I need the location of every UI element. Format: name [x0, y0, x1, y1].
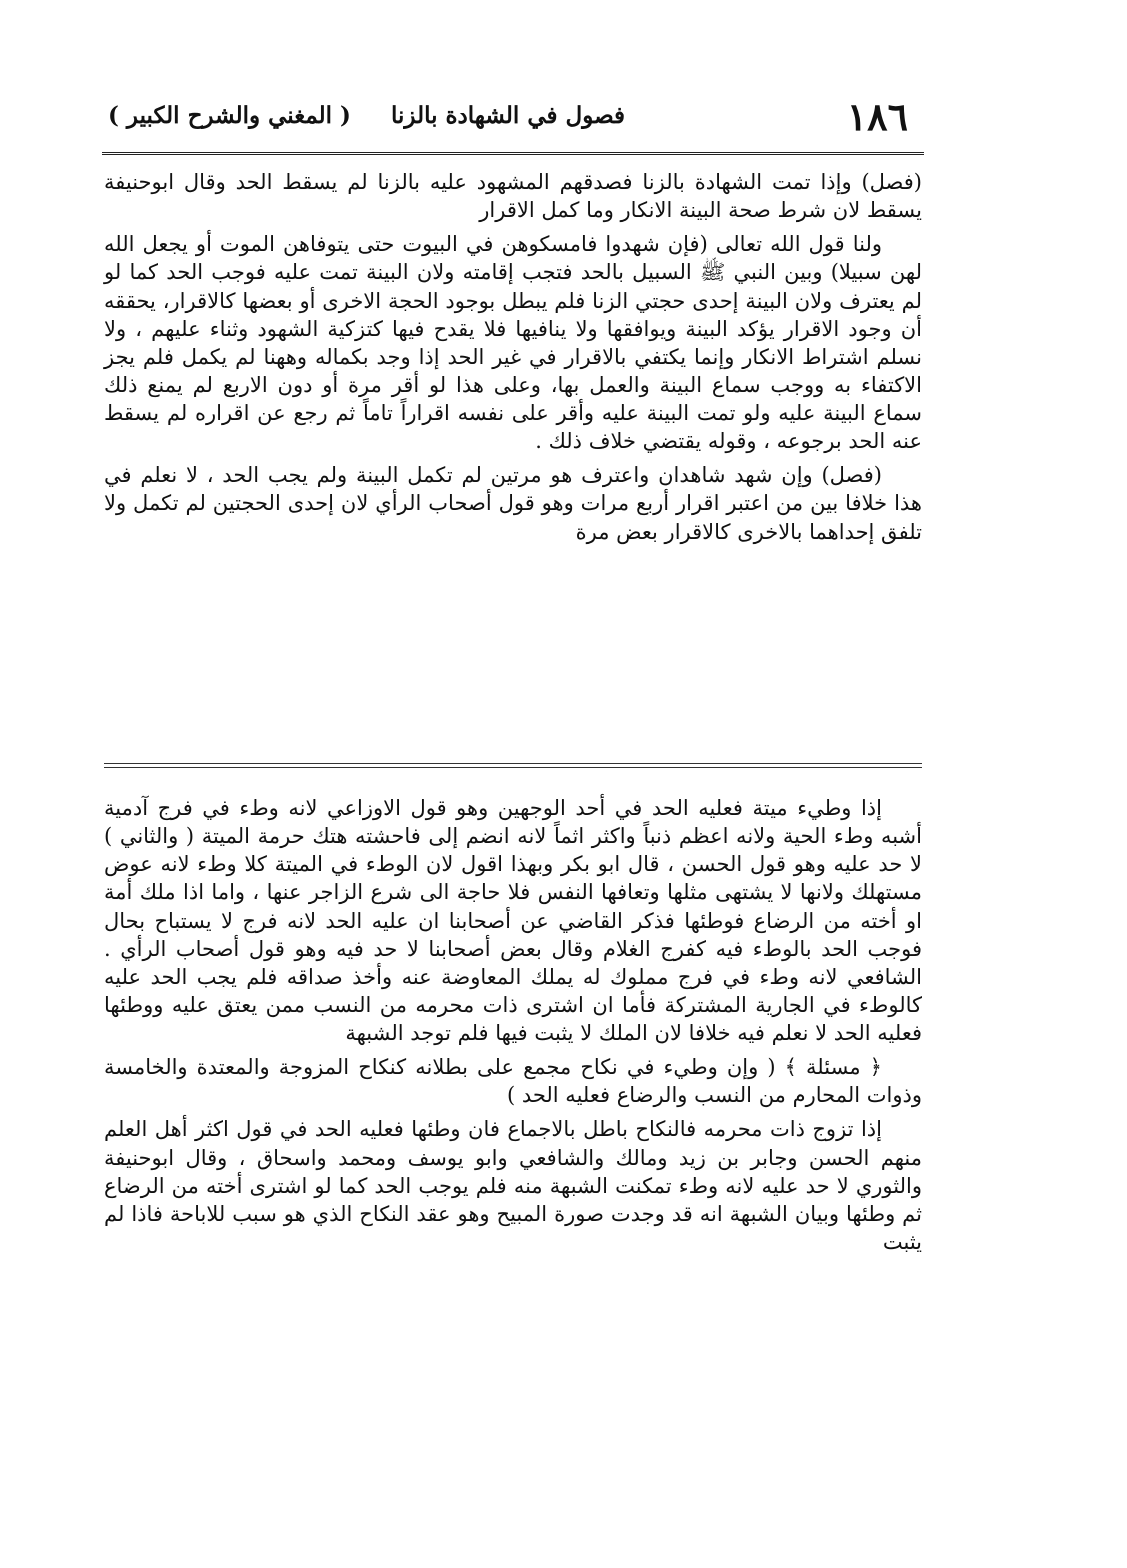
paragraph: إذا وطيء ميتة فعليه الحد في أحد الوجهين وهو قول الاوزاعي لانه وطء في فرج آدمية أشبه وطء الحية ولانه اعظم ذنباً واكثر اثماً لانه انضم إلى فاحشته هتك حرمة الميتة ( والثاني ) لا حد عليه وهو قول الحسن ، قال ابو بكر وبهذا اقول لان الوطء في الميتة كلا وطء لانه عوض مستهلك ولانها لا يشتهى مثلها وتعافها النفس فلا حاجة الى شرع الزاجر عنها ، واما اذا ملك أمة او أخته من الرضاع فوطئها فذكر القاضي عن أصحابنا ان عليه الحد لانه فرج لا يستباح بحال فوجب الحد بالوطء فيه كفرج الغلام وقال بعض أصحابنا لا حد فيه وهو قول أصحاب الرأي . الشافعي لانه وطء في فرج مملوك له يملك المعاوضة عنه وأخذ صداقه فلم يجب الحد عليه كالوطء في الجارية المشتركة فأما ان اشترى ذات محرمه من النسب ممن يعتق عليه ووطئها فعليه الحد لا نعلم فيه خلافا لان الملك لا يثبت فيها فلم توجد الشبهة — [104, 796, 922, 1045]
header-rule — [102, 152, 924, 155]
section-divider — [104, 767, 922, 768]
paragraph: (فصل) وإذا تمت الشهادة بالزنا فصدقهم المشهود عليه بالزنا لم يسقط الحد وقال ابوحنيفة يسقط لان شرط صحة البينة الانكار وما كمل الاقرار — [104, 170, 922, 223]
paragraph: ﴿ مسئلة ﴾ ( وإن وطيء في نكاح مجمع على بطلانه كنكاح المزوجة والمعتدة والخامسة وذوات المحارم من النسب والرضاع فعليه الحد ) — [104, 1055, 922, 1108]
book-title: ( المغني والشرح الكبير ) — [108, 102, 351, 129]
page-header — [108, 94, 908, 150]
commentary-text — [104, 794, 922, 1262]
chapter-title: فصول في الشهادة بالزنا — [390, 102, 626, 129]
paragraph: (فصل) وإن شهد شاهدان واعترف هو مرتين لم تكمل البينة ولم يجب الحد ، لا نعلم في هذا خلافا بين من اعتبر اقرار أربع مرات وهو قول أصحاب الرأي لان إحدى الحجتين لم تكمل ولا تلفق إحداهما بالاخرى كالاقرار بعض مرة — [104, 463, 922, 544]
main-text — [104, 168, 922, 552]
paragraph: إذا تزوج ذات محرمه فالنكاح باطل بالاجماع فان وطئها فعليه الحد في قول اكثر أهل العلم منهم الحسن وجابر بن زيد ومالك والشافعي وابو يوسف ومحمد واسحاق ، وقال ابوحنيفة والثوري لا حد عليه لانه وطء تمكنت الشبهة منه فلم يوجب الحد كما لو اشترى أخته من الرضاع ثم وطئها وبيان الشبهة انه قد وجدت صورة المبيح وهو عقد النكاح الذي هو سبب للاباحة فاذا لم يثبت — [104, 1117, 922, 1254]
section-divider — [104, 763, 922, 764]
page-number: ١٨٦ — [846, 94, 908, 139]
paragraph: ولنا قول الله تعالى (فإن شهدوا فامسكوهن في البيوت حتى يتوفاهن الموت أو يجعل الله لهن سبيلا) وبين النبي ﷺ السبيل بالحد فتجب إقامته ولان البينة تمت عليه فوجب الحد كما لو لم يعترف ولان البينة إحدى حجتي الزنا فلم يبطل بوجود الحجة الاخرى أو بعضها كالاقرار، يحققه أن وجود الاقرار يؤكد البينة ويوافقها ولا ينافيها فلا يقدح فيها كتزكية الشهود وثناء عليهم ، ولا نسلم اشتراط الانكار وإنما يكتفي بالاقرار في غير الحد إذا وجد بكماله وههنا لم يكمل فلم يجز الاكتفاء به ووجب سماع البينة والعمل بها، وعلى هذا لو أقر مرة أو دون الاربع لم يمنع ذلك سماع البينة عليه ولو تمت البينة عليه وأقر على نفسه اقراراً تاماً ثم رجع عن اقراره لم يسقط عنه الحد برجوعه ، وقوله يقتضي خلاف ذلك . — [104, 232, 922, 454]
